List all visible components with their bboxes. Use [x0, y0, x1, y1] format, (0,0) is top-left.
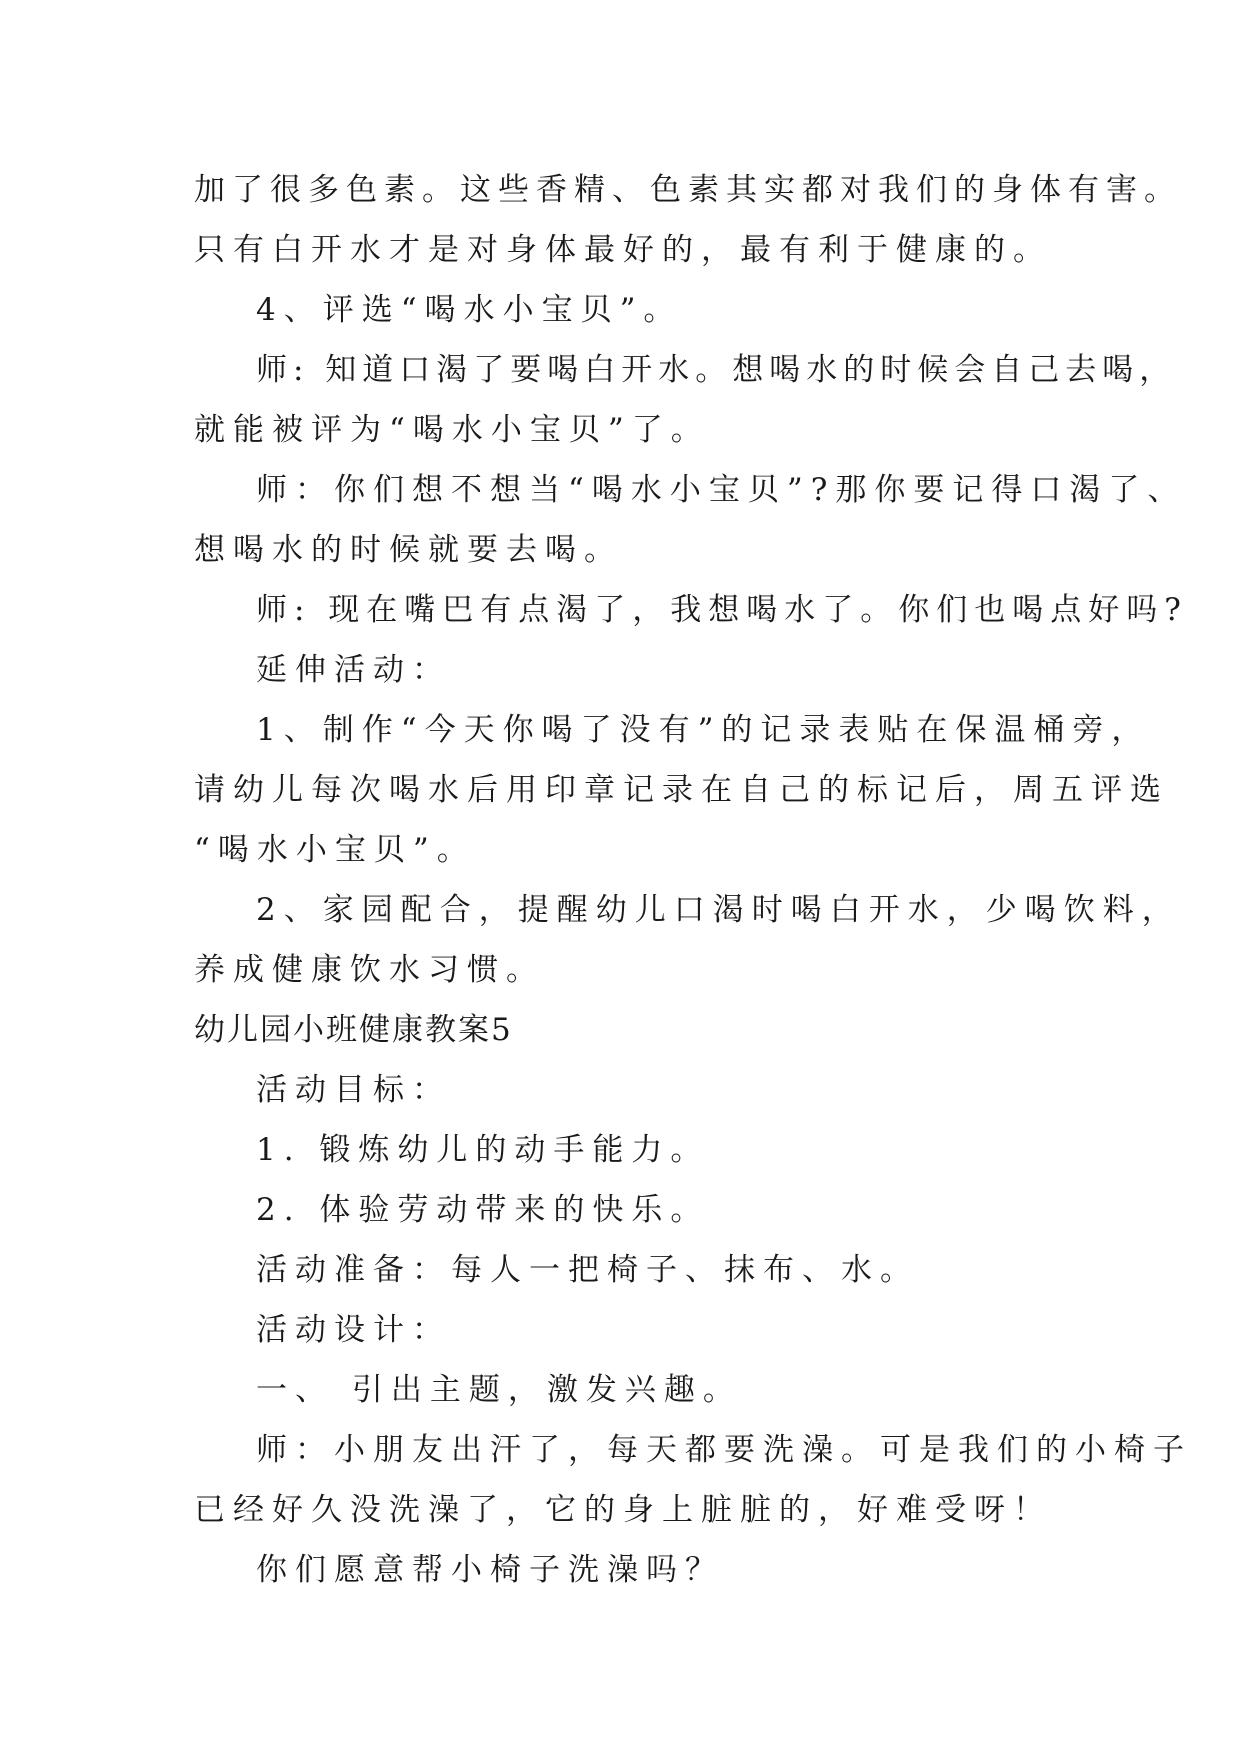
paragraph-line: 你们愿意帮小椅子洗澡吗？ — [256, 1552, 724, 1588]
section-heading: 幼儿园小班健康教案5 — [194, 1012, 513, 1048]
paragraph-line: 1、制作“今天你喝了没有”的记录表贴在保温桶旁， — [256, 712, 1151, 748]
paragraph-line: 就能被评为“喝水小宝贝”了。 — [194, 412, 710, 448]
paragraph-line: 想喝水的时候就要去喝。 — [194, 532, 623, 568]
paragraph-line: 师: 现在嘴巴有点渴了，我想喝水了。你们也喝点好吗? — [256, 592, 1188, 628]
paragraph-line: 活动目标： — [256, 1072, 451, 1108]
paragraph-line: 师：你们想不想当“喝水小宝贝”?那你要记得口渴了、 — [256, 472, 1187, 508]
paragraph-line: 延伸活动： — [256, 652, 451, 688]
paragraph-line: “喝水小宝贝”。 — [194, 832, 476, 868]
paragraph-line: 1. 锻炼幼儿的动手能力。 — [256, 1132, 710, 1168]
paragraph-line: 已经好久没洗澡了，它的身上脏脏的，好难受呀！ — [194, 1492, 1052, 1528]
paragraph-line: 师：小朋友出汗了，每天都要洗澡。可是我们的小椅子 — [256, 1432, 1192, 1468]
paragraph-line: 只有白开水才是对身体最好的，最有利于健康的。 — [194, 232, 1052, 268]
paragraph-line: 活动设计： — [256, 1312, 451, 1348]
paragraph-line: 2. 体验劳动带来的快乐。 — [256, 1192, 710, 1228]
paragraph-line: 一、 引出主题，激发兴趣。 — [256, 1372, 742, 1408]
paragraph-line: 师: 知道口渴了要喝白开水。想喝水的时候会自己去喝， — [256, 352, 1177, 388]
paragraph-line: 4、评选“喝水小宝贝”。 — [256, 292, 683, 328]
paragraph-line: 养成健康饮水习惯。 — [194, 952, 545, 988]
paragraph-line: 请幼儿每次喝水后用印章记录在自己的标记后，周五评选 — [194, 772, 1169, 808]
paragraph-line: 活动准备：每人一把椅子、抹布、水。 — [256, 1252, 919, 1288]
paragraph-line: 加了很多色素。这些香精、色素其实都对我们的身体有害。 — [194, 172, 1182, 208]
paragraph-line: 2、家园配合，提醒幼儿口渴时喝白开水，少喝饮料， — [256, 892, 1181, 928]
